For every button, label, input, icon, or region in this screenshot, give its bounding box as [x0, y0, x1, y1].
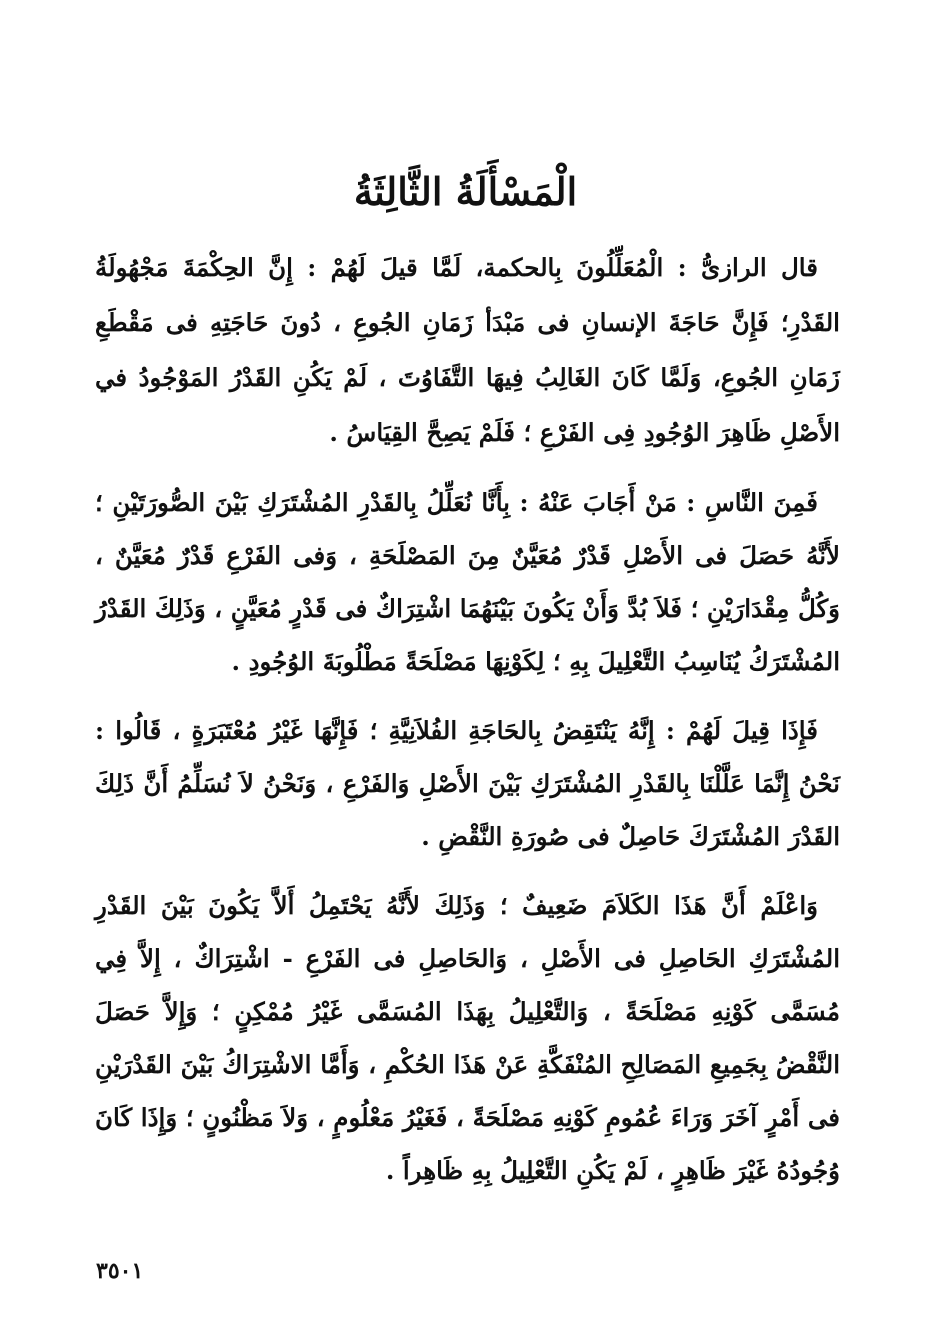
- paragraph-3: فَإِذَا قِيلَ لَهُمْ : إِنَّهُ يَنْتَقِضُ بِالحَاجَةِ الفُلاَنِيَّةِ ؛ فَإِنَّهَا غَيْرُ مُعْتَبَرَةٍ ، قَالُوا : نَحْنُ إِنَّمَا عَلَّلْنَا بِالقَدْرِ المُشْتَرَكِ بَيْنَ الأَصْلِ وَالفَرْعِ ، وَنَحْنُ لاَ نُسَلِّمُ أَنَّ ذَلِكَ القَدْرَ المُشْتَرَكَ حَاصِلٌ فى صُورَةِ النَّقْضِ .: [95, 716, 840, 851]
- page-number: ٣٥٠١: [96, 1258, 144, 1284]
- paragraph-2: فَمِنَ النَّاسِ : مَنْ أَجَابَ عَنْهُ : بِأَنَّا نُعَلِّلُ بِالقَدْرِ المُشْتَرَكِ بَيْنَ الصُّورَتَيْنِ ؛ لأَنَّهُ حَصَلَ فى الأَصْلِ قَدْرٌ مُعَيَّنٌ مِنَ المَصْلَحَةِ ، وَفى الفَرْعِ قَدْرٌ مُعَيَّنٌ ، وَكُلُّ مِقْدَارَيْنِ ؛ فَلاَ بُدَّ وَأَنْ يَكُونَ بَيْنَهُمَا اشْتِرَاكٌ فى قَدْرٍ مُعَيَّنٍ ، وَذَلِكَ القَدْرُ المُشْتَرَكُ يُنَاسِبُ التَّعْلِيلَ بِهِ ؛ لِكَوْنِهَا مَصْلَحَةً مَطْلُوبَةَ الوُجُودِ .: [95, 488, 840, 676]
- paragraph-4: وَاعْلَمْ أَنَّ هَذَا الكَلاَمَ ضَعِيفٌ ؛ وَذَلِكَ لأَنَّهُ يَحْتَمِلُ أَلاَّ يَكُونَ بَيْنَ القَدْرِ المُشْتَرَكِ الحَاصِلِ فى الأَصْلِ ، وَالحَاصِلِ فى الفَرْعِ - اشْتِرَاكٌ ، إِلاَّ فِي مُسَمَّى كَوْنِهِ مَصْلَحَةً ، وَالتَّعْلِيلُ بِهَذَا المُسَمَّى غَيْرُ مُمْكِنٍ ؛ وَإِلاَّ حَصَلَ النَّقْضُ بِجَمِيعِ المَصَالِحِ المُنْفَكَّةِ عَنْ هَذَا الحُكْمِ ، وَأَمَّا الاشْتِرَاكُ بَيْنَ القَدْرَيْنِ فى أَمْرٍ آخَرَ وَرَاءَ عُمُومِ كَوْنِهِ مَصْلَحَةً ، فَغَيْرُ مَعْلُومٍ ، وَلاَ مَظْنُونٍ ؛ وَإِذَا كَانَ وُجُودُهُ غَيْرَ ظَاهِرٍ ، لَمْ يَكُنِ التَّعْلِيلُ بِهِ ظَاهِراً .: [95, 891, 840, 1185]
- page-title: الْمَسْأَلَةُ الثَّالِثَةُ: [353, 169, 578, 214]
- body-text: [95, 240, 840, 1213]
- paragraph-1: قال الرازىُّ : الْمُعَلِّلُونَ بِالحكمة، لَمَّا قيلَ لَهُمْ : إِنَّ الحِكْمَةَ مَجْهُولَةُ القَدْرِ؛ فَإِنَّ حَاجَةَ الإنسانِ فى مَبْدَأ زَمَانِ الجُوعِ ، دُونَ حَاجَتِهِ فى مَقْطَعِ زَمَانِ الجُوعِ، وَلَمَّا كَانَ الغَالِبُ فِيهَا التَّفَاوُتَ ، لَمْ يَكُنِ القَدْرُ المَوْجُودُ في الأَصْلِ ظَاهِرَ الوُجُودِ فِى الفَرْعِ ؛ فَلَمْ يَصِحَّ القِيَاسُ .: [95, 253, 840, 447]
